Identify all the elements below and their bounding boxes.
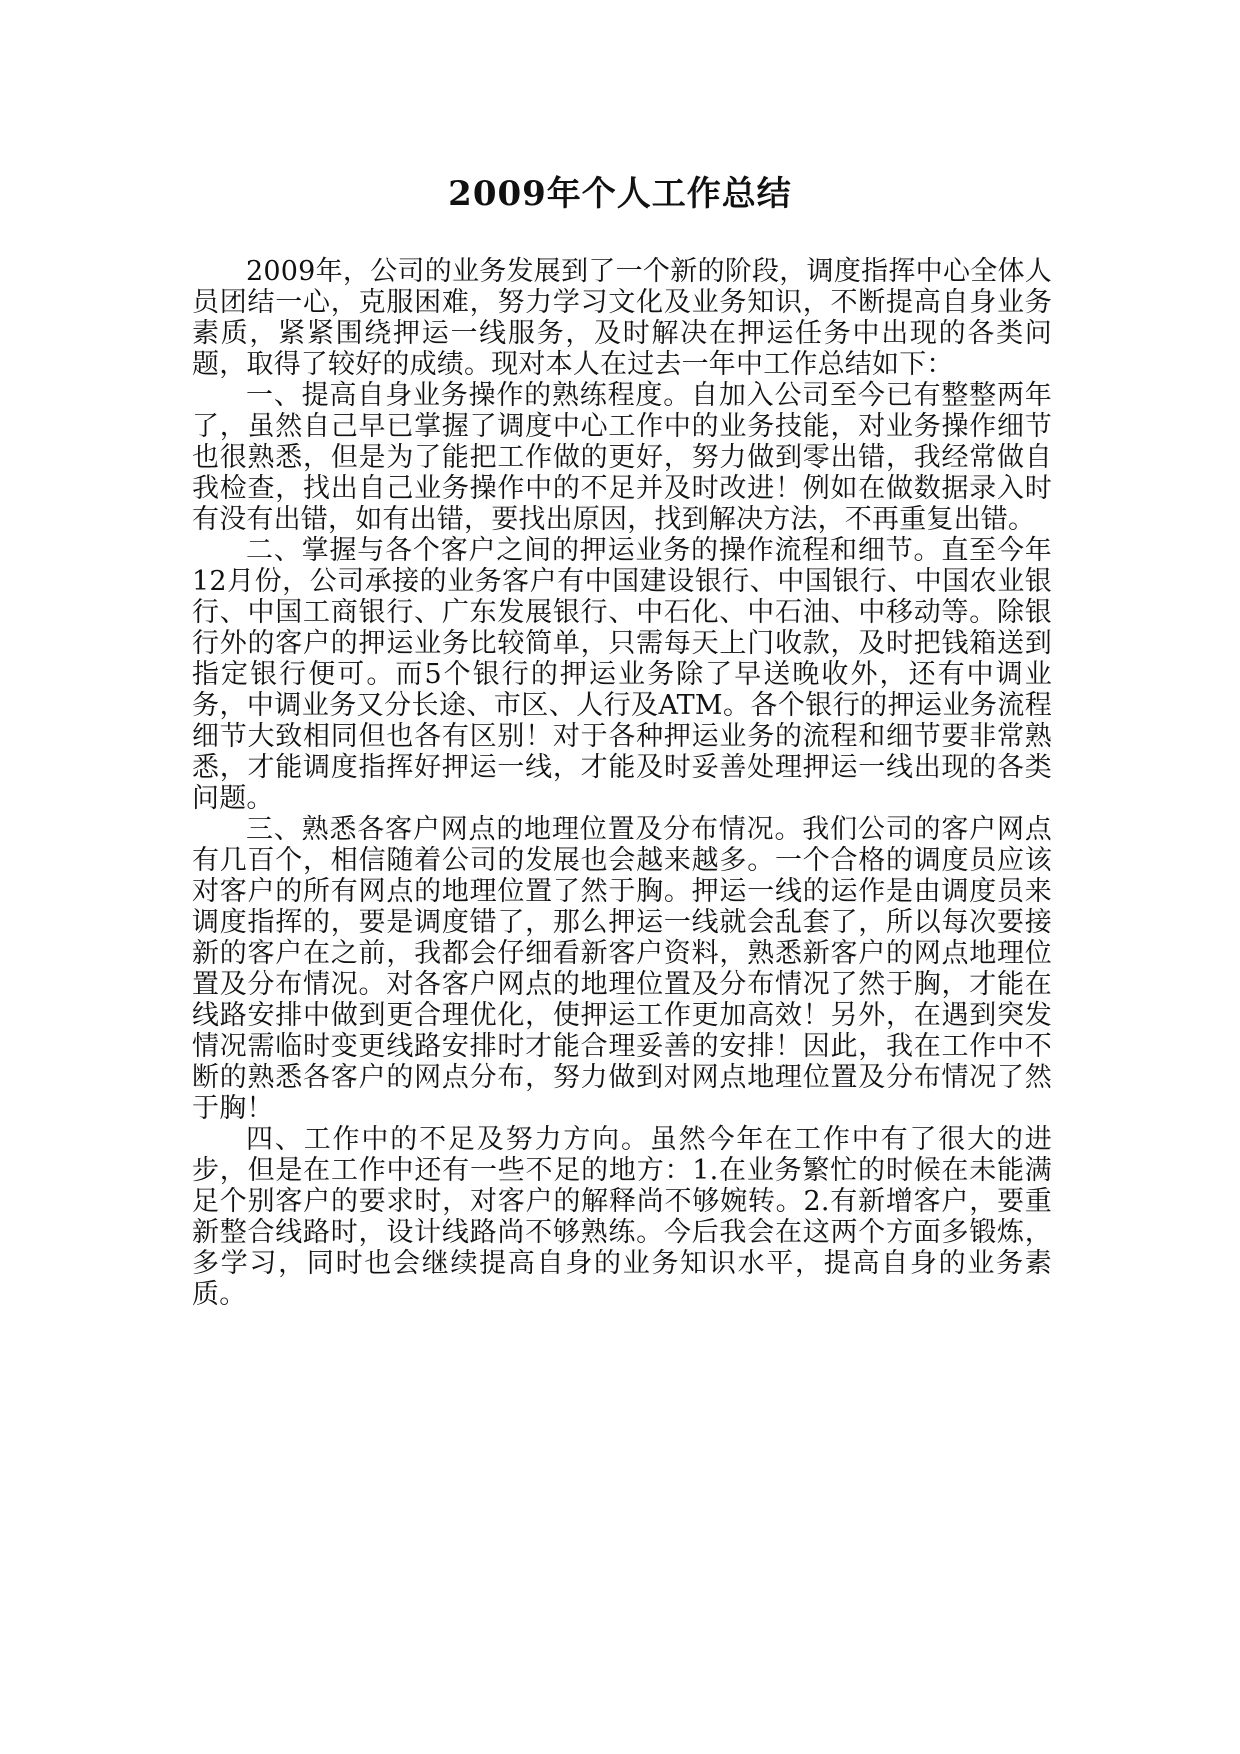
- paragraph-intro: 2009年，公司的业务发展到了一个新的阶段，调度指挥中心全体人员团结一心，克服困难，努力学习文化及业务知识，不断提高自身业务素质，紧紧围绕押运一线服务，及时解决在押运任务中出现的各类问题，取得了较好的成绩。现对本人在过去一年中工作总结如下：: [192, 256, 1052, 380]
- document-title: 2009年个人工作总结: [448, 174, 792, 214]
- paragraph-section-3: 三、熟悉各客户网点的地理位置及分布情况。我们公司的客户网点有几百个，相信随着公司的发展也会越来越多。一个合格的调度员应该对客户的所有网点的地理位置了然于胸。押运一线的运作是由调度员来调度指挥的，要是调度错了，那么押运一线就会乱套了，所以每次要接新的客户在之前，我都会仔细看新客户资料，熟悉新客户的网点地理位置及分布情况。对各客户网点的地理位置及分布情况了然于胸，才能在线路安排中做到更合理优化，使押运工作更加高效！另外，在遇到突发情况需临时变更线路安排时才能合理妥善的安排！因此，我在工作中不断的熟悉各客户的网点分布，努力做到对网点地理位置及分布情况了然于胸！: [192, 814, 1052, 1124]
- paragraph-section-2: 二、掌握与各个客户之间的押运业务的操作流程和细节。直至今年12月份，公司承接的业务客户有中国建设银行、中国银行、中国农业银行、中国工商银行、广东发展银行、中石化、中石油、中移动等。除银行外的客户的押运业务比较简单，只需每天上门收款，及时把钱箱送到指定银行便可。而5个银行的押运业务除了早送晚收外，还有中调业务，中调业务又分长途、市区、人行及ATM。各个银行的押运业务流程细节大致相同但也各有区别！对于各种押运业务的流程和细节要非常熟悉，才能调度指挥好押运一线，才能及时妥善处理押运一线出现的各类问题。: [192, 535, 1052, 814]
- paragraph-section-1: 一、提高自身业务操作的熟练程度。自加入公司至今已有整整两年了，虽然自己早已掌握了调度中心工作中的业务技能，对业务操作细节也很熟悉，但是为了能把工作做的更好，努力做到零出错，我经常做自我检查，找出自己业务操作中的不足并及时改进！例如在做数据录入时有没有出错，如有出错，要找出原因，找到解决方法，不再重复出错。: [192, 380, 1052, 535]
- paragraph-section-4: 四、工作中的不足及努力方向。虽然今年在工作中有了很大的进步，但是在工作中还有一些不足的地方：1.在业务繁忙的时候在未能满足个别客户的要求时，对客户的解释尚不够婉转。2.有新增客户，要重新整合线路时，设计线路尚不够熟练。今后我会在这两个方面多锻炼，多学习，同时也会继续提高自身的业务知识水平，提高自身的业务素质。: [192, 1124, 1052, 1310]
- document-body: [192, 256, 1052, 1310]
